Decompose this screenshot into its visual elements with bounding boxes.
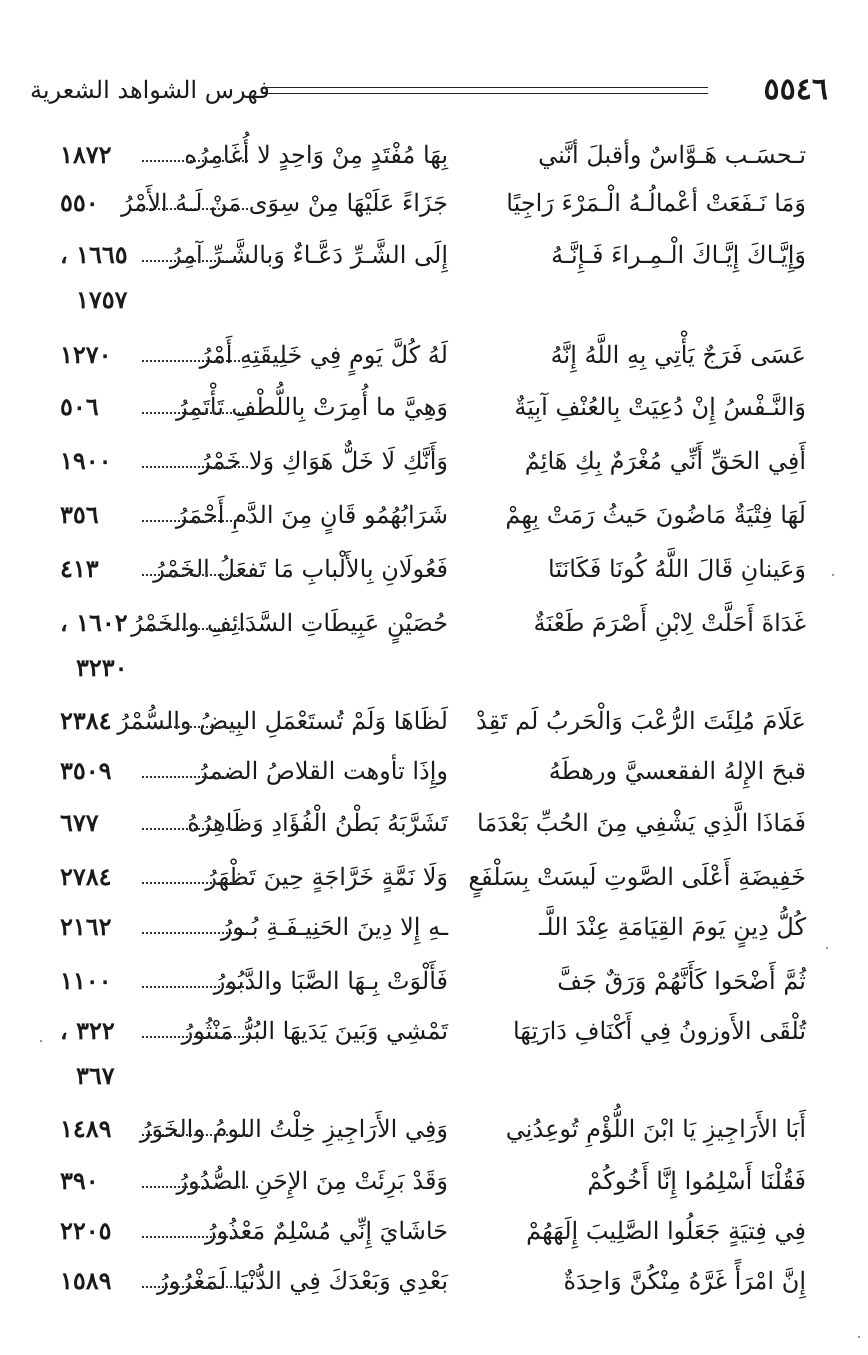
verse-second-hemistich: تَشَرَّبَهُ بَطْنُ الْفُؤَادِ وَظَاهِرُهُ <box>187 809 448 837</box>
index-entry <box>0 490 868 540</box>
verse-first-hemistich: عَسَى فَرَجٌ يَأْتِي بِهِ اللَّهُ إِنَّهُ <box>550 341 806 369</box>
verse-second-hemistich: إِلَى الشَّـرِّ دَعَّـاءٌ وَبالشَّـرِّ آمِرُ <box>169 241 448 269</box>
index-entry <box>0 1256 868 1306</box>
reference-numbers: ٣٥٠٩ <box>60 756 112 785</box>
reference-numbers: ١٤٨٩ <box>60 1114 112 1143</box>
verse-first-hemistich: عَلَامَ مُلِئَتَ الرُّعْبَ وَالْحَربُ لَم تَقِدْ <box>476 707 806 735</box>
verse-second-hemistich: بِهَا مُفْتَدٍ مِنْ وَاحِدٍ لا أُغَامِرُه <box>184 141 448 169</box>
verse-first-hemistich: أَبَا الأَرَاجِيزِ يَا ابْنَ اللُّؤْمِ تُوعِدُنِي <box>505 1115 806 1143</box>
index-entry <box>0 798 868 848</box>
index-entry <box>0 746 868 796</box>
index-entry <box>0 1156 868 1206</box>
verse-second-hemistich: شَرَابُهُمُو قَانٍ مِنَ الدَّمِ أَحْمَرُ <box>175 501 448 529</box>
index-entry <box>0 544 868 594</box>
dot-leader <box>142 882 248 884</box>
reference-numbers: ١٢٧٠ <box>60 340 112 369</box>
reference-continuation: ٣٢٣٠ <box>76 653 128 682</box>
verse-second-hemistich: حُصَيْنٍ عَبِيطَاتِ السَّدَائِفِ والخَمْرُ <box>131 609 448 637</box>
index-entry <box>0 956 868 1006</box>
dot-leader <box>142 260 248 262</box>
verse-first-hemistich: فَقُلْنَا أَسْلِمُوا إِنَّا أَخُوكُمْ <box>587 1167 806 1195</box>
scan-speck <box>832 574 834 576</box>
dot-leader <box>142 520 248 522</box>
verse-first-hemistich: وَعَينانِ قَالَ اللَّهُ كُونَا فَكَانَتَا <box>548 555 806 583</box>
index-entry <box>0 178 868 228</box>
index-entry <box>0 382 868 432</box>
verse-first-hemistich: قبحَ الإِلهُ الفقعسيَّ ورهطَهُ <box>548 757 806 785</box>
reference-numbers: ١٩٠٠ <box>60 446 112 475</box>
verse-second-hemistich: لَهُ كُلَّ يَومٍ فِي خَلِيقَتِهِ أَمْرُ <box>199 341 448 369</box>
verse-first-hemistich: ثُمَّ أَضْحَوا كَأَنَّهُمْ وَرَقٌ جَفَّ <box>557 967 806 995</box>
index-entry <box>0 230 868 280</box>
verse-first-hemistich: كُلُّ دِينٍ يَومَ القِيَامَةِ عِنْدَ اللَّـ <box>539 913 806 941</box>
index-entry <box>0 852 868 902</box>
index-entry <box>0 1104 868 1154</box>
index-entry <box>0 902 868 952</box>
dot-leader <box>142 628 248 630</box>
dot-leader <box>142 160 248 162</box>
verse-second-hemistich: وإِذَا تأوهت القلاصُ الضمرُ <box>196 757 448 785</box>
verse-second-hemistich: ـهِ إِلا دِينَ الحَنِيـفَـةِ بُـورُ <box>220 913 448 941</box>
verse-first-hemistich: أَفِي الحَقِّ أَنِّي مُغْرَمٌ بِكِ هَائِمٌ <box>524 447 806 475</box>
reference-numbers: ٢٣٨٤ <box>60 706 112 735</box>
dot-leader <box>142 1134 248 1136</box>
verse-first-hemistich: خَفِيضَةِ أَعْلَى الصَّوتِ لَيسَتْ بِسَلْفَعٍ <box>468 863 806 891</box>
reference-numbers: ٢١٦٢ <box>60 912 112 941</box>
scan-speck <box>858 1336 860 1338</box>
dot-leader <box>142 932 248 934</box>
verse-second-hemistich: فَعُولَانِ بِالأَلْبابِ مَا تَفعَلُ الخَمْرُ <box>153 555 448 583</box>
dot-leader <box>142 412 248 414</box>
verse-second-hemistich: حَاشَايَ إِنِّي مُسْلِمٌ مَعْذُورُ <box>205 1217 448 1245</box>
dot-leader <box>142 776 248 778</box>
scan-speck <box>826 947 828 949</box>
reference-numbers: ٥٥٠ <box>60 188 99 217</box>
index-entry <box>0 436 868 486</box>
dot-leader <box>142 726 248 728</box>
verse-second-hemistich: وَلَا نَمَّةٍ خَرَّاجَةٍ حِينَ تَظْهَرُ <box>205 863 448 891</box>
reference-numbers: ١٦٠٢ ، <box>60 608 128 637</box>
verse-first-hemistich: تـحسَـب هَـوَّاسٌ وأقبلَ أنَّني <box>538 141 806 169</box>
index-entry <box>0 330 868 380</box>
dot-leader <box>142 1236 248 1238</box>
dot-leader <box>142 360 248 362</box>
verse-first-hemistich: إِنَّ امْرَأً غَرَّهُ مِنْكُنَّ وَاحِدَةٌ <box>563 1267 806 1295</box>
header-rule <box>262 87 708 94</box>
index-entry <box>0 696 868 746</box>
reference-numbers: ٦٧٧ <box>60 808 99 837</box>
verse-first-hemistich: وَمَا نَـفَعَتْ أعْمالُـهُ الْـمَرْءَ رَاجِيًا <box>506 189 806 217</box>
reference-numbers: ٤١٣ <box>60 554 99 583</box>
reference-numbers: ٥٠٦ <box>60 392 99 421</box>
index-entry <box>0 598 868 648</box>
scan-speck <box>40 1040 42 1042</box>
verse-second-hemistich: لَظَاهَا وَلَمْ تُستَعْمَلِ البِيضُ والسُّمْرُ <box>117 707 448 735</box>
reference-numbers: ٣٢٢ ، <box>60 1016 115 1045</box>
reference-numbers: ١٦٦٥ ، <box>60 240 128 269</box>
verse-second-hemistich: وَأَنَّكِ لَا خَلٌّ هَوَاكِ وَلا خَمْرُ <box>199 447 448 475</box>
dot-leader <box>142 1186 248 1188</box>
verse-second-hemistich: فَأَلْوَتْ بِـهَا الصَّبَا والدَّبُورُ <box>213 967 448 995</box>
verse-second-hemistich: وَفِي الأَرَاجِيزِ خِلْتُ اللومُ والخَوَرُ <box>139 1115 448 1143</box>
dot-leader <box>142 466 248 468</box>
reference-numbers: ٣٩٠ <box>60 1166 99 1195</box>
verse-first-hemistich: فَمَاذَا الَّذِي يَشْفِي مِنَ الحُبِّ بَعْدَمَا <box>477 809 806 837</box>
verse-second-hemistich: جَزَاءً عَلَيْهَا مِنْ سِوَى مَنْ لَـهُ الأَمْرُ <box>121 189 448 217</box>
dot-leader <box>142 828 248 830</box>
page-number: ٥٥٤٦ <box>763 72 828 107</box>
reference-numbers: ٣٥٦ <box>60 500 99 529</box>
verse-first-hemistich: وَالنَّـفْسُ إِنْ دُعِيَتْ بِالعُنْفِ آبِيَةٌ <box>514 393 806 421</box>
reference-continuation: ٣٦٧ <box>76 1061 115 1090</box>
verse-second-hemistich: بَعْدِي وَبَعْدَكَ فِي الدُّنْيَا لَمَغْرُورُ <box>157 1267 448 1295</box>
page-header <box>30 72 828 108</box>
verse-first-hemistich: فِي فِتيَةٍ جَعَلُوا الصَّلِيبَ إِلَهَهُمْ <box>526 1217 806 1245</box>
reference-continuation: ١٧٥٧ <box>76 285 128 314</box>
dot-leader <box>142 1036 248 1038</box>
verse-second-hemistich: تَمْشِي وَبَينَ يَدَيهَا البُرُّ مَنْثُورُ <box>181 1017 448 1045</box>
verse-second-hemistich: وَقَدْ بَرِئَتْ مِنَ الإِحَنِ الصُّدُورُ <box>176 1167 448 1195</box>
verse-first-hemistich: وَإِيَّـاكَ إِيَّـاكَ الْـمِـراءَ فَـإِنَّـهُ <box>551 241 806 269</box>
reference-numbers: ١٨٧٢ <box>60 140 112 169</box>
verse-first-hemistich: غَدَاةَ أَحَلَّتْ لِابْنِ أَصْرَمَ طَعْنَةٌ <box>533 609 806 637</box>
index-entry <box>0 130 868 180</box>
dot-leader <box>142 574 248 576</box>
index-entry <box>0 1006 868 1056</box>
dot-leader <box>142 208 248 210</box>
verse-first-hemistich: تُلْقَى الأَوزونُ فِي أَكْنَافِ دَارَتِهَا <box>512 1017 806 1045</box>
verse-second-hemistich: وَهِيَّ ما أُمِرَتْ بِاللُّطْفِ تَأْتَمِرُ <box>176 393 448 421</box>
dot-leader <box>142 1286 248 1288</box>
reference-numbers: ١١٠٠ <box>60 966 112 995</box>
reference-numbers: ١٥٨٩ <box>60 1266 112 1295</box>
dot-leader <box>142 986 248 988</box>
index-entry <box>0 1206 868 1256</box>
running-title: فهرس الشواهد الشعرية <box>30 76 270 104</box>
verse-first-hemistich: لَهَا فِتْيَةٌ مَاضُونَ حَيثُ رَمَتْ بِهِمْ <box>505 501 806 529</box>
reference-numbers: ٢٧٨٤ <box>60 862 112 891</box>
reference-numbers: ٢٢٠٥ <box>60 1216 112 1245</box>
